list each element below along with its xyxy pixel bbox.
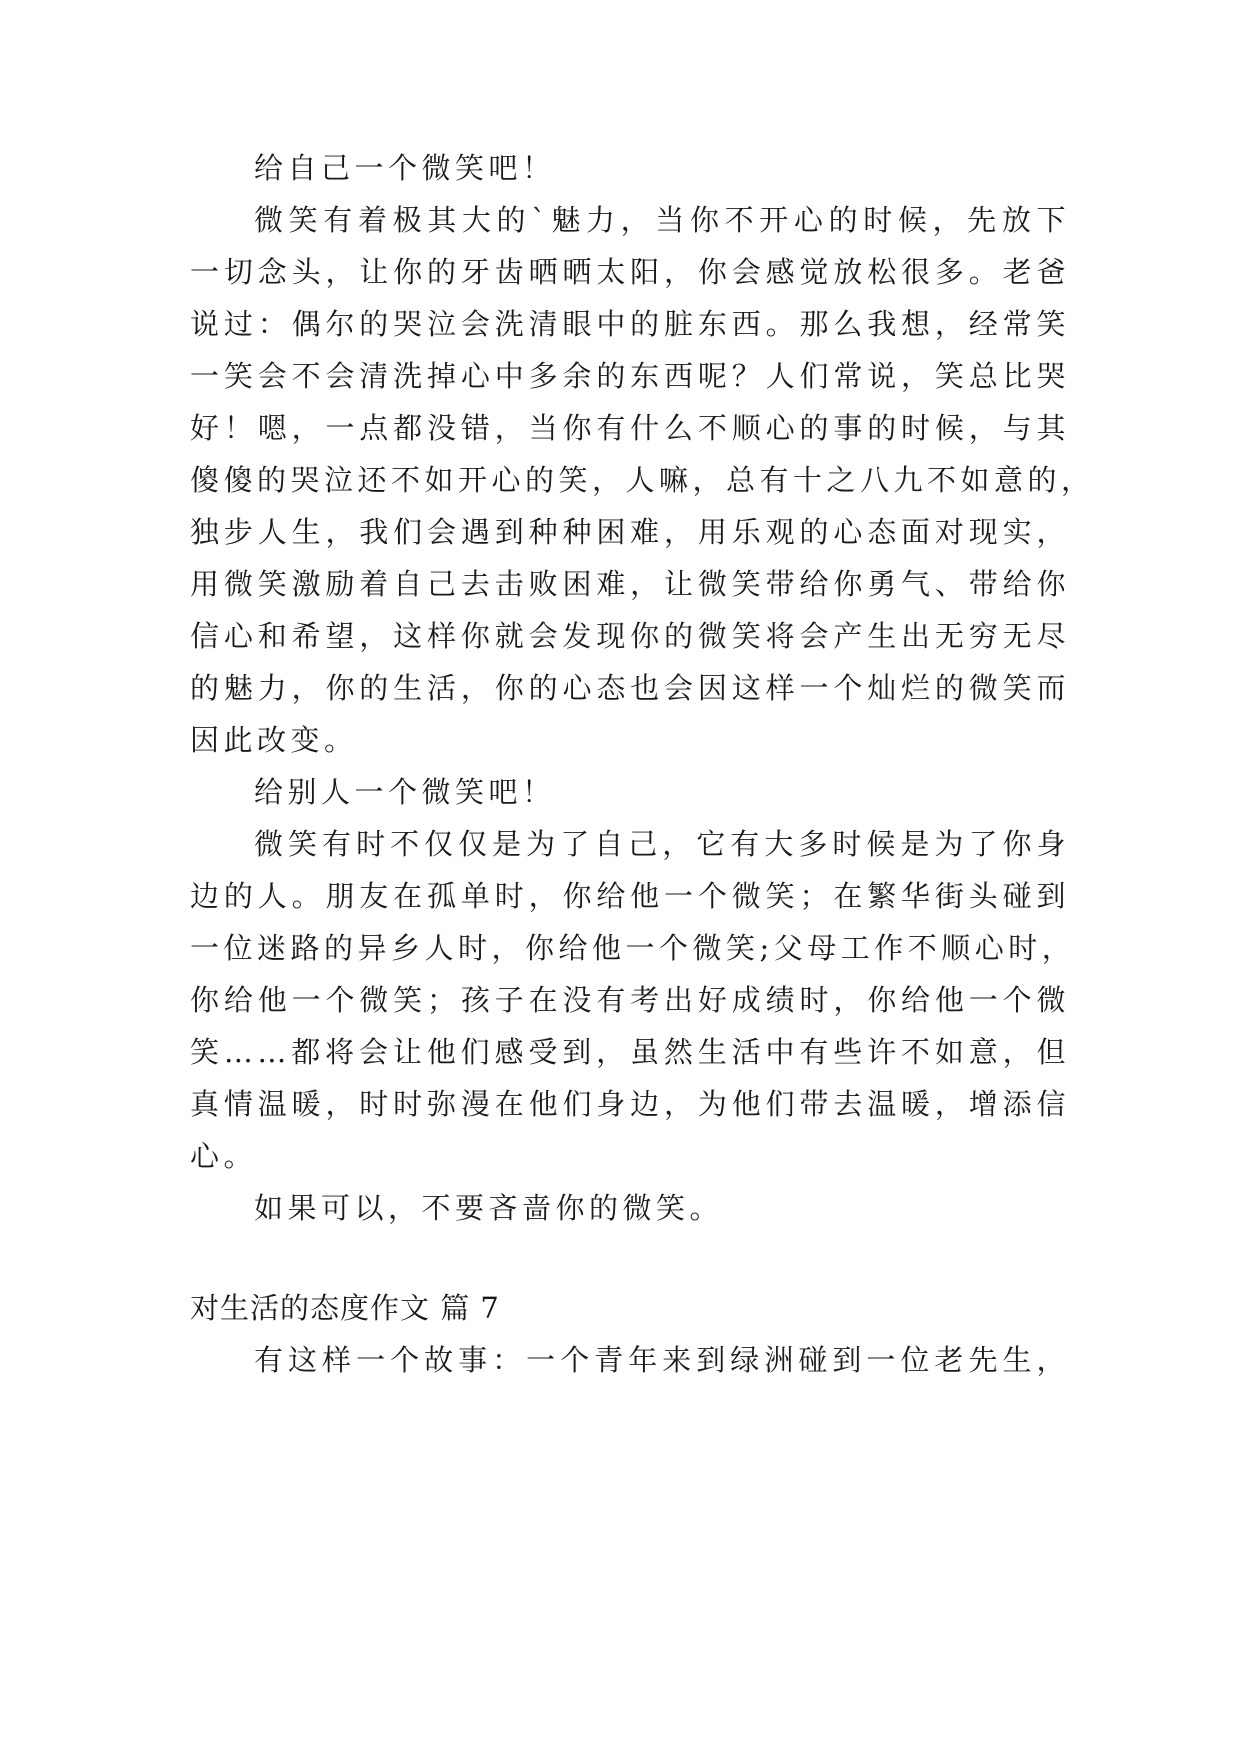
paragraph-line: 好！嗯，一点都没错，当你有什么不顺心的事的时候，与其: [190, 411, 1070, 445]
paragraph-line: 微笑有时不仅仅是为了自己，它有大多时候是为了你身: [254, 827, 1070, 861]
paragraph-line: 你给他一个微笑；孩子在没有考出好成绩时，你给他一个微: [190, 983, 1070, 1017]
paragraph-line: 微笑有着极其大的`魅力，当你不开心的时候，先放下: [254, 203, 1070, 237]
section-heading-smile-others: 给别人一个微笑吧！: [254, 775, 556, 809]
section-heading-smile-self: 给自己一个微笑吧！: [254, 151, 556, 185]
paragraph-line: 心。: [190, 1139, 258, 1173]
essay-section-title: 对生活的态度作文 篇 7: [190, 1291, 500, 1325]
paragraph-line: 的魅力，你的生活，你的心态也会因这样一个灿烂的微笑而: [190, 671, 1070, 705]
paragraph-line: 一位迷路的异乡人时，你给他一个微笑;父母工作不顺心时，: [190, 931, 1076, 965]
closing-line: 如果可以，不要吝啬你的微笑。: [254, 1191, 724, 1225]
paragraph-line: 有这样一个故事：一个青年来到绿洲碰到一位老先生，: [254, 1343, 1070, 1377]
paragraph-line: 傻傻的哭泣还不如开心的笑，人嘛，总有十之八九不如意的，: [190, 463, 1095, 497]
paragraph-line: 真情温暖，时时弥漫在他们身边，为他们带去温暖，增添信: [190, 1087, 1070, 1121]
paragraph-line: 用微笑激励着自己去击败困难，让微笑带给你勇气、带给你: [190, 567, 1070, 601]
paragraph-line: 信心和希望，这样你就会发现你的微笑将会产生出无穷无尽: [190, 619, 1070, 653]
paragraph-line: 因此改变。: [190, 723, 358, 757]
paragraph-line: 笑……都将会让他们感受到，虽然生活中有些许不如意，但: [190, 1035, 1070, 1069]
paragraph-line: 独步人生，我们会遇到种种困难，用乐观的心态面对现实，: [190, 515, 1070, 549]
paragraph-line: 说过：偶尔的哭泣会洗清眼中的脏东西。那么我想，经常笑: [190, 307, 1070, 341]
paragraph-line: 边的人。朋友在孤单时，你给他一个微笑；在繁华街头碰到: [190, 879, 1070, 913]
paragraph-line: 一切念头，让你的牙齿晒晒太阳，你会感觉放松很多。老爸: [190, 255, 1070, 289]
paragraph-line: 一笑会不会清洗掉心中多余的东西呢？人们常说，笑总比哭: [190, 359, 1070, 393]
